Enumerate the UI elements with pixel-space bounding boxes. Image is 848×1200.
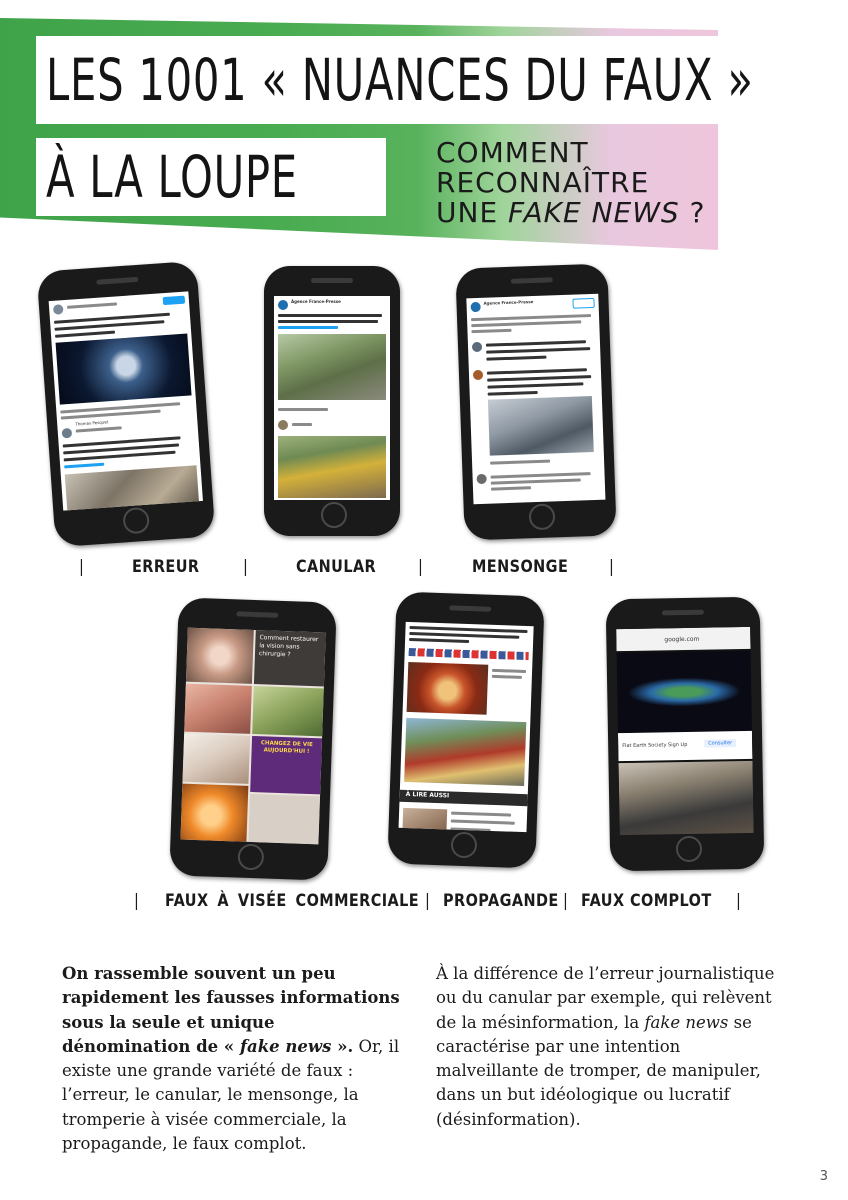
avatar xyxy=(278,300,288,310)
follow-button xyxy=(163,296,186,306)
browser-url: google.com xyxy=(664,635,700,644)
phone-screen-complot xyxy=(616,627,754,835)
avatar xyxy=(470,302,480,312)
home-button xyxy=(321,502,347,528)
page-title-line-2: À LA LOUPE xyxy=(46,143,298,211)
earth-photo xyxy=(56,334,192,405)
title-line-2-box xyxy=(36,138,386,216)
avatar xyxy=(473,370,483,380)
body-left-column xyxy=(62,962,402,1156)
right-em: fake news xyxy=(644,1012,729,1032)
subtitle-suffix: ? xyxy=(679,196,706,229)
author-name: Thomas Pesquet xyxy=(75,419,109,427)
eye-photo xyxy=(186,628,254,684)
home-button xyxy=(451,832,478,859)
phone-speaker xyxy=(311,278,353,283)
subtitle-prefix: UNE xyxy=(436,196,509,229)
separator: | xyxy=(79,557,85,577)
street-photo xyxy=(488,396,594,456)
avatar xyxy=(278,420,288,430)
phone-canular xyxy=(264,266,400,536)
phone-propagande xyxy=(387,592,544,869)
author-name: Agence France-Presse xyxy=(291,299,341,304)
label-erreur: ERREUR xyxy=(132,557,200,577)
lead-end: ». xyxy=(331,1036,354,1056)
phone-screen-mensonge xyxy=(466,294,605,504)
subtitle-line-1: COMMENT xyxy=(436,136,589,169)
plant-photo xyxy=(252,686,324,736)
home-button xyxy=(529,503,556,530)
phone-speaker xyxy=(449,605,491,611)
phone-screen-canular xyxy=(274,296,390,500)
subtitle xyxy=(436,138,705,228)
share-icons xyxy=(409,648,529,660)
avatar xyxy=(472,342,482,352)
separator: | xyxy=(736,891,742,911)
ad-banner-text: CHANGEZ DE VIE AUJOURD'HUI ! xyxy=(260,740,313,755)
signup-caption: Flat Earth Society Sign Up xyxy=(622,741,688,750)
astronaut-photo xyxy=(65,465,200,510)
separator: | xyxy=(563,891,569,911)
home-button xyxy=(237,844,264,871)
phone-screen-erreur xyxy=(49,291,203,510)
labels-row-1 xyxy=(0,557,848,579)
separator: | xyxy=(425,891,431,911)
labels-row-2 xyxy=(0,891,848,913)
avatar xyxy=(476,474,486,484)
subtitle-line-3 xyxy=(436,198,705,228)
separator: | xyxy=(243,557,249,577)
phone-speaker xyxy=(662,610,704,616)
label-canular: CANULAR xyxy=(296,557,377,577)
label-mensonge: MENSONGE xyxy=(472,557,569,577)
follow-button xyxy=(572,298,594,309)
home-button xyxy=(676,836,702,862)
pills-photo xyxy=(182,734,250,784)
orange-photo xyxy=(180,784,248,842)
avatar xyxy=(62,428,73,439)
label-commercial: FAUX À VISÉE COMMERCIALE xyxy=(165,891,420,911)
phone-speaker xyxy=(96,277,138,285)
page-title-line-1: LES 1001 « NUANCES DU FAUX » xyxy=(46,46,754,114)
body-right-column xyxy=(436,962,788,1132)
home-button xyxy=(122,507,150,535)
flower-photo xyxy=(184,684,252,734)
protest-crowd-photo xyxy=(618,761,753,835)
lead-text: On rassemble souvent un peu rapidement les fausses informations sous la seule et unique dénomination de « xyxy=(62,964,400,1056)
body-right-paragraph xyxy=(436,962,788,1132)
phone-screen-propagande xyxy=(399,622,534,832)
right-b: se caractérise par une intention malveillante de tromper, de manipuler, dans un but idéologique ou lucratif (désinformation). xyxy=(436,1012,761,1129)
phone-screen-commercial xyxy=(180,628,325,845)
avatar xyxy=(53,304,64,315)
flat-earth-image xyxy=(617,651,752,733)
separator: | xyxy=(418,557,424,577)
phone-complot xyxy=(606,597,765,872)
restaurant-photo xyxy=(404,718,526,786)
related-photo xyxy=(402,808,447,832)
separator: | xyxy=(609,557,615,577)
subtitle-line-2: RECONNAÎTRE xyxy=(436,166,650,199)
protest-photo-2 xyxy=(278,436,386,498)
phone-speaker xyxy=(236,611,278,617)
subtitle-em: FAKE NEWS xyxy=(508,196,680,229)
pizza-photo xyxy=(407,662,489,715)
label-complot: FAUX COMPLOT xyxy=(581,891,712,911)
protest-photo-1 xyxy=(278,334,386,400)
consult-button: Consulter xyxy=(704,739,736,748)
phone-speaker xyxy=(511,277,553,283)
ad-headline: Comment restaurer la vision sans chirurgie ? xyxy=(258,634,319,659)
author-name: Agence France-Presse xyxy=(483,299,534,306)
phone-commercial xyxy=(169,597,337,880)
right-a: À la différence de l’erreur journalistique ou du canular par exemple, qui relèvent de la mésinformation, la xyxy=(436,964,775,1032)
phone-mensonge xyxy=(455,263,616,540)
separator: | xyxy=(134,891,140,911)
lead-em: fake news xyxy=(239,1036,332,1056)
body-left-paragraph xyxy=(62,962,402,1156)
page-number: 3 xyxy=(819,1169,828,1184)
phone-erreur xyxy=(37,261,216,547)
label-propagande: PROPAGANDE xyxy=(443,891,559,911)
read-also-heading: À LIRE AUSSI xyxy=(405,790,450,800)
title-line-1-box xyxy=(36,36,848,124)
left-rest: Or, il existe une grande variété de faux : l’erreur, le canular, le mensonge, la tromperie à visée commerciale, la propagande, le faux complot. xyxy=(62,1036,400,1154)
